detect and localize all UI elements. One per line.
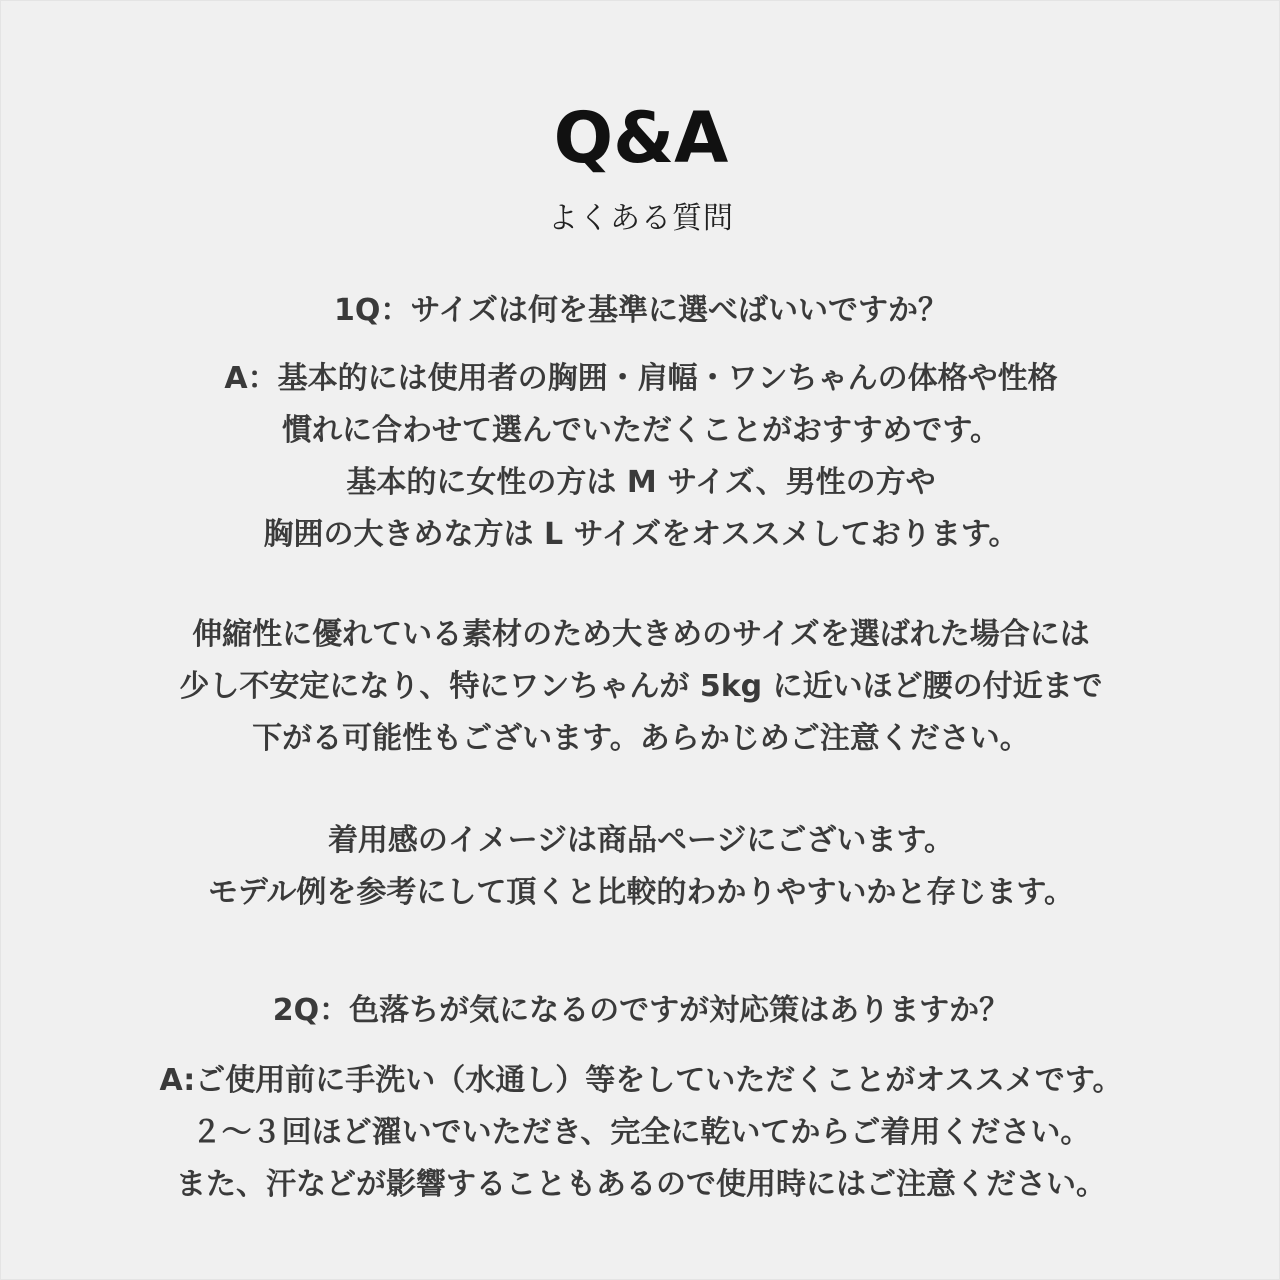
page-subtitle: よくある質問 <box>548 201 734 236</box>
answer-1-line-6: 少し不安定になり、特にワンちゃんが 5kg に近いほど腰の付近まで <box>179 669 1103 704</box>
answer-1-line-7: 下がる可能性もございます。あらかじめご注意ください。 <box>252 721 1030 756</box>
page-title: Q&A <box>553 97 729 179</box>
question-2: 2Q：色落ちが気になるのですが対応策はありますか？ <box>272 993 1010 1028</box>
answer-1-line-4: 胸囲の大きめな方は L サイズをオススメしております。 <box>263 517 1019 552</box>
answer-1-line-1: A：基本的には使用者の胸囲・肩幅・ワンちゃんの体格や性格 <box>224 361 1058 396</box>
answer-2-line-2: ２～３回ほど濯いでいただき、完全に乾いてからご着用ください。 <box>191 1115 1091 1150</box>
answer-2-line-1: A:ご使用前に手洗い（水通し）等をしていただくことがオススメです。 <box>159 1063 1123 1098</box>
answer-1-line-8: 着用感のイメージは商品ページにございます。 <box>327 823 955 858</box>
answer-2-line-3: また、汗などが影響することもあるので使用時にはご注意ください。 <box>176 1167 1106 1202</box>
answer-1-line-2: 慣れに合わせて選んでいただくことがおすすめです。 <box>282 413 1000 448</box>
answer-1-line-5: 伸縮性に優れている素材のため大きめのサイズを選ばれた場合には <box>192 617 1090 652</box>
question-1: 1Q：サイズは何を基準に選べばいいですか？ <box>334 293 948 328</box>
answer-1-line-9: モデル例を参考にして頂くと比較的わかりやすいかと存じます。 <box>207 875 1075 910</box>
answer-1-line-3: 基本的に女性の方は M サイズ、男性の方や <box>346 465 936 500</box>
